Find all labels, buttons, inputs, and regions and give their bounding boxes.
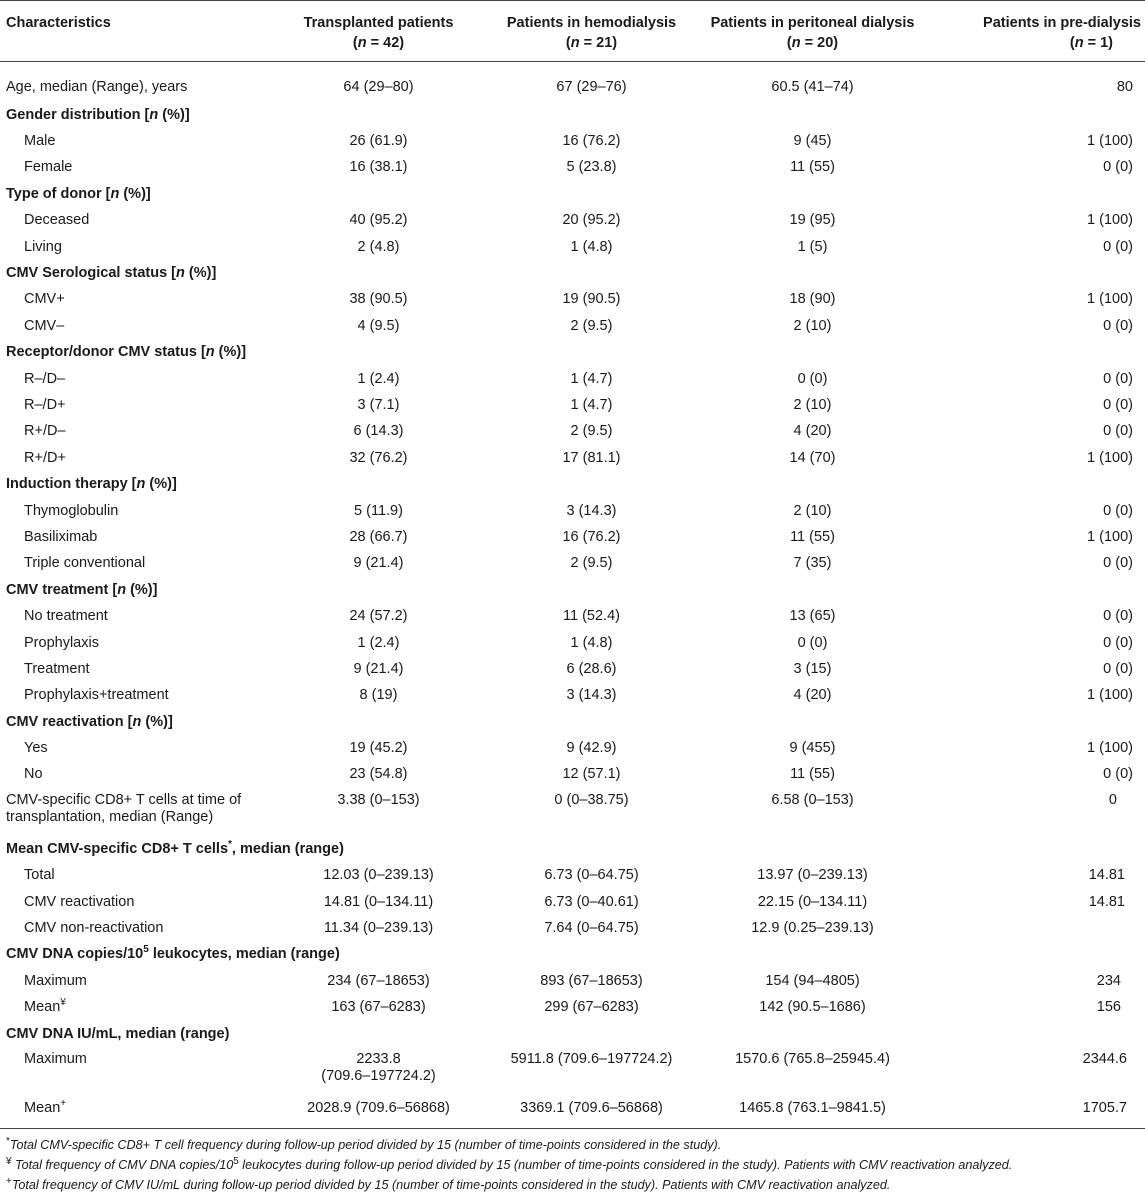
row-dna-maximum [0,968,1145,994]
cell: 4 (20) [793,687,832,704]
row-female [0,155,1145,181]
cell: 4 (20) [793,423,832,440]
cell: 299 (67–6283) [544,999,639,1016]
cell: 2028.9 (709.6–56868) [272,1095,485,1128]
cell: 0 (0) [797,370,828,387]
cell: 9 (455) [789,740,836,757]
row-label: R–/D+ [24,396,66,413]
cell: 2 (10) [793,502,832,519]
cell: 0 (0) [1103,370,1133,387]
cell: 0 (0) [1103,660,1133,677]
cell: 19 (95) [789,212,836,229]
section-heading: CMV reactivation [n (%)] [6,713,173,730]
cell: 12 (57.1) [562,766,621,783]
row-label: No treatment [24,608,108,625]
row-label: CMV– [24,317,65,334]
section-heading: Mean CMV-specific CD8+ T cells*, median (range) [6,839,344,857]
row-label: Thymoglobulin [24,502,119,519]
cell: 7.64 (0–64.75) [544,920,639,937]
cell: 2 (10) [793,317,832,334]
cell: 2 (4.8) [357,238,400,255]
cell: 3369.1 (709.6–56868) [485,1095,698,1128]
cell: 0 (0) [1103,555,1133,572]
cell: 234 [1096,972,1121,989]
cell: 11 (55) [790,528,835,545]
section-donor [0,181,1145,207]
section-heading: CMV Serological status [n (%)] [6,265,217,282]
cell: 2 (9.5) [570,423,613,440]
footnote-plus: +Total frequency of CMV IU/mL during follow-up period divided by 15 (number of time-points considered in the study). Patients with CMV reactivation analyzed. [6,1175,891,1192]
cell: 1 (4.7) [570,370,613,387]
header-peritoneal: Patients in peritoneal dialysis (n = 20) [698,1,927,62]
row-label: Treatment [24,660,90,677]
cell: 14.81 (0–134.11) [323,893,434,910]
cell: 1 (4.7) [570,396,613,413]
cell: 14 (70) [789,449,836,466]
cell: 5 (23.8) [566,159,617,176]
cell: 6.73 (0–64.75) [544,867,639,884]
row-iu-maximum [0,1047,1145,1095]
row-label: Deceased [24,212,90,229]
cell: 3 (14.3) [566,502,617,519]
row-label: Triple conventional [24,555,146,572]
row-label: Living [24,238,62,255]
cell: 0 (0–38.75) [554,792,629,809]
cell: 4 (9.5) [357,317,400,334]
cell: 40 (95.2) [349,212,408,229]
cell [927,915,1145,941]
row-label: R+/D– [24,423,66,440]
row-cmv-non-reactivation [0,915,1145,941]
cell: 1 (2.4) [357,370,400,387]
row-rpos-dpos [0,445,1145,471]
cell: 5 (11.9) [354,502,403,519]
table-footnotes [0,1129,1145,1195]
cell: 13.97 (0–239.13) [757,867,868,884]
cell: 142 (90.5–1686) [759,999,866,1016]
cell: 9 (45) [793,133,832,150]
cell: 9 (42.9) [566,740,617,757]
cell: 0 (0) [1103,608,1133,625]
cell: 38 (90.5) [349,291,408,308]
header-transplanted: Transplanted patients (n = 42) [272,1,485,62]
cell: 6.73 (0–40.61) [544,893,639,910]
cell: 32 (76.2) [349,449,408,466]
cell: 6 (28.6) [566,660,617,677]
row-thymoglobulin [0,498,1145,524]
cell: 16 (76.2) [562,528,621,545]
row-label: No [24,766,43,783]
cell: 5911.8 (709.6–197724.2) [510,1051,673,1068]
section-heading: Gender distribution [n (%)] [6,106,190,123]
section-reactivation [0,709,1145,735]
cell: 2 (10) [793,396,832,413]
row-cd8-at-transplant [0,788,1145,836]
cell: 0 (0) [1103,317,1133,334]
row-prophylaxis-treatment [0,683,1145,709]
row-triple-conventional [0,551,1145,577]
cell: 60.5 (41–74) [771,78,854,95]
cell: 1705.7 [927,1095,1145,1128]
cell: 2344.6 [1082,1051,1127,1068]
cell: 6 (14.3) [353,423,404,440]
cell: 1 (4.8) [570,238,613,255]
row-label: Mean¥ [24,997,66,1016]
cell: 0 (0) [1103,423,1133,440]
section-heading: CMV DNA IU/mL, median (range) [6,1025,230,1042]
header-characteristics: Characteristics [0,1,272,62]
row-label: Mean+ [0,1095,272,1128]
row-age [0,62,1145,103]
cell: 12.9 (0.25–239.13) [751,920,874,937]
row-label: R+/D+ [24,449,66,466]
cell: 11 (55) [790,159,835,176]
row-basiliximab [0,524,1145,550]
cell: 1 (100) [1087,291,1133,308]
cell: 3 (15) [793,660,832,677]
cell: 893 (67–18653) [540,972,643,989]
cell: 2 (9.5) [570,317,613,334]
cell: 17 (81.1) [562,449,621,466]
row-label: R–/D– [24,370,66,387]
section-heading: Type of donor [n (%)] [6,185,151,202]
row-label: Female [24,159,73,176]
header-row [0,1,1145,62]
section-mean-cd8 [0,836,1145,862]
cell: 1 (100) [1087,133,1133,150]
row-label: Prophylaxis+treatment [24,687,169,704]
cell: 80 [1116,78,1133,95]
cell: 3 (7.1) [357,396,400,413]
section-receptor-donor [0,340,1145,366]
cell: 0 (0) [1103,634,1133,651]
row-label: Total [24,867,55,884]
cell: 3.38 (0–153) [337,792,420,809]
cell: 0 (0) [1103,159,1133,176]
row-cmv-reactivation [0,889,1145,915]
row-iu-mean [0,1095,1145,1128]
row-rneg-dpos [0,392,1145,418]
cell: 2233.8 (709.6–197724.2) [321,1051,436,1085]
row-label: CMV-specific CD8+ T cells at time of transplantation, median (Range) [6,792,242,826]
cell: 26 (61.9) [349,133,408,150]
row-label: CMV non-reactivation [24,920,164,937]
cell: 11.34 (0–239.13) [323,920,434,937]
cell: 11 (52.4) [563,608,620,625]
row-treatment [0,656,1145,682]
cell: 16 (38.1) [349,159,408,176]
cell: 0 (0) [1103,766,1133,783]
cell: 18 (90) [789,291,836,308]
section-induction [0,471,1145,497]
cell: 1 (100) [1087,449,1133,466]
header-hemodialysis: Patients in hemodialysis (n = 21) [485,1,698,62]
cell: 19 (45.2) [349,740,408,757]
cell: 1 (100) [1087,687,1133,704]
cell: 12.03 (0–239.13) [323,867,434,884]
cell: 0 (0) [797,634,828,651]
cell: 8 (19) [359,687,398,704]
cell: 9 (21.4) [353,555,404,572]
row-deceased [0,208,1145,234]
cell: 24 (57.2) [349,608,408,625]
cell: 1465.8 (763.1–9841.5) [698,1095,927,1128]
cell: 20 (95.2) [562,212,621,229]
cell: 23 (54.8) [349,766,408,783]
cell: 13 (65) [789,608,836,625]
cell: 0 (0) [1103,238,1133,255]
section-dna-iu [0,1021,1145,1047]
row-label: Yes [24,740,48,757]
row-label: Age, median (Range), years [6,78,188,95]
row-living [0,234,1145,260]
cell: 9 (21.4) [353,660,404,677]
row-cmv-negative [0,313,1145,339]
cell: 163 (67–6283) [331,999,426,1016]
row-label: Male [24,133,56,150]
cell: 2 (9.5) [570,555,613,572]
footnote-yen: ¥ Total frequency of CMV DNA copies/10$^5$ leukocytes during follow-up period divided by 15 (number of time-points considered in the study). Patients with CMV reactivation analyzed. [6,1155,1013,1172]
section-treatment [0,577,1145,603]
cell: 1570.6 (765.8–25945.4) [735,1051,890,1068]
cell: 11 (55) [790,766,835,783]
cell: 0 (0) [1103,502,1133,519]
cell: 0 [1108,792,1117,809]
cell: 156 [1096,999,1121,1016]
cell: 3 (14.3) [566,687,617,704]
row-label: Prophylaxis [24,634,99,651]
cell: 19 (90.5) [562,291,621,308]
cell: 7 (35) [793,555,832,572]
row-cmv-positive [0,287,1145,313]
row-prophylaxis [0,630,1145,656]
row-total [0,863,1145,889]
section-dna-copies [0,942,1145,968]
cell: 1 (100) [1087,528,1133,545]
row-label: Maximum [24,972,87,989]
cell: 64 (29–80) [343,78,414,95]
cell: 14.81 [1088,867,1125,884]
row-male [0,128,1145,154]
row-no-treatment [0,603,1145,629]
row-rpos-dneg [0,419,1145,445]
cell: 67 (29–76) [556,78,627,95]
section-serological [0,260,1145,286]
section-gender [0,102,1145,128]
cell: 1 (4.8) [570,634,613,651]
cell: 1 (100) [1087,740,1133,757]
section-heading: Receptor/donor CMV status [n (%)] [6,344,247,361]
section-heading: CMV treatment [n (%)] [6,581,158,598]
cell: 1 (2.4) [357,634,400,651]
row-no [0,762,1145,788]
row-label: Basiliximab [24,528,98,545]
row-label: Maximum [24,1051,87,1068]
section-heading: Induction therapy [n (%)] [6,476,177,493]
cell: 1 (5) [797,238,828,255]
cell: 1 (100) [1087,212,1133,229]
cell: 22.15 (0–134.11) [757,893,868,910]
cell: 16 (76.2) [562,133,621,150]
row-label: CMV reactivation [24,893,135,910]
cell: 234 (67–18653) [327,972,430,989]
cell: 154 (94–4805) [765,972,860,989]
row-rneg-dneg [0,366,1145,392]
footnote-asterisk: *Total CMV-specific CD8+ T cell frequency during follow-up period divided by 15 (number of time-points considered in the study). [6,1135,722,1152]
section-heading: CMV DNA copies/$10^5$ leukocytes, median (range) [6,944,340,963]
cell: 28 (66.7) [349,528,408,545]
header-predialysis: Patients in pre-dialysis (n = 1) [927,1,1145,62]
row-label: CMV+ [24,291,65,308]
row-yes [0,735,1145,761]
cell: 14.81 [1088,893,1125,910]
row-dna-mean [0,995,1145,1021]
cell: 0 (0) [1103,396,1133,413]
cell: 6.58 (0–153) [771,792,854,809]
